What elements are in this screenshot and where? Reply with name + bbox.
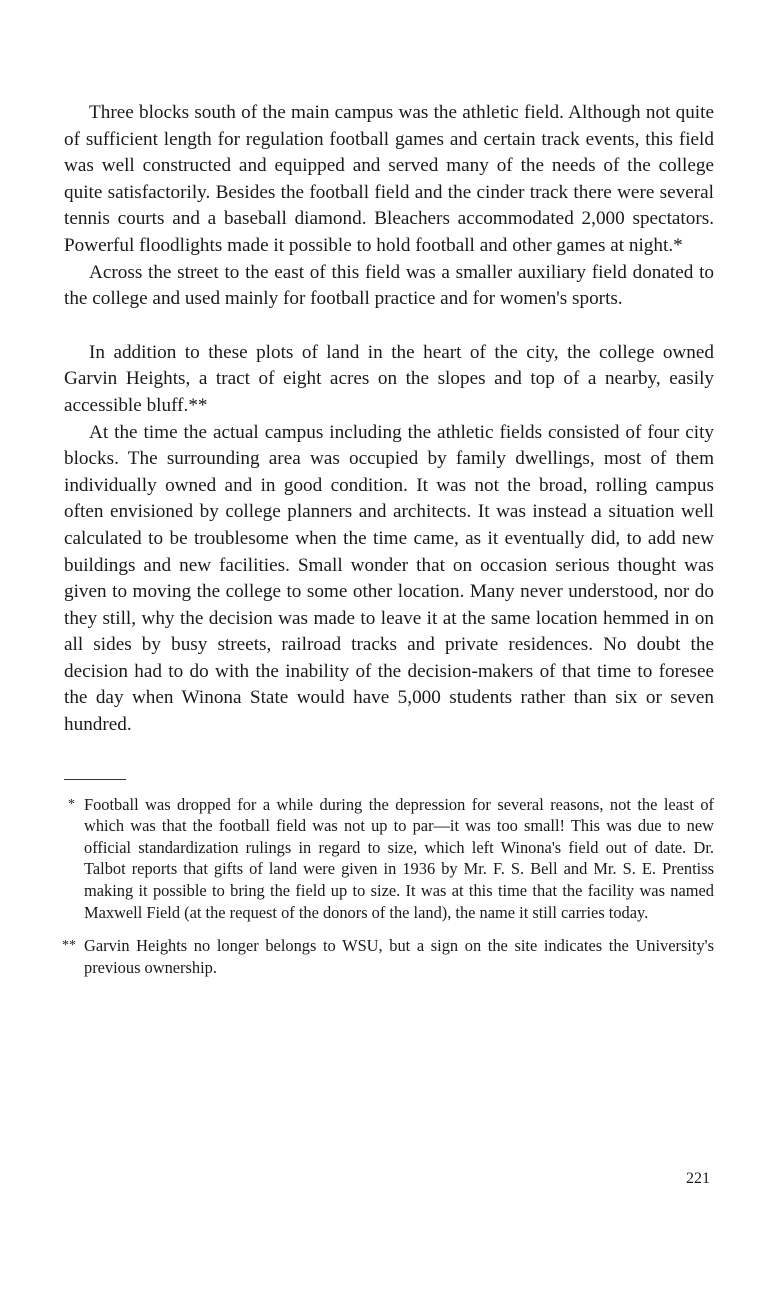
paragraph-athletic-field: Three blocks south of the main campus was the athletic field. Although not quite of sufficient length for regulation football games and certain track events, this field was well constructed and equipped and served many of the needs of the college quite satisfactorily. Besides the football field and the cinder track there were several tennis courts and a baseball diamond. Bleachers accommodated 2,000 spectators. Powerful floodlights made it possible to hold football and other games at night.* [64, 102, 714, 256]
page-body [64, 100, 714, 978]
footnote-text: Garvin Heights no longer belongs to WSU, but a sign on the site indicates the University's previous ownership. [84, 936, 714, 977]
paragraph-campus-blocks: At the time the actual campus including the athletic fields consisted of four city blocks. The surrounding area was occupied by family dwellings, most of them individually owned and in good condition. It was not the broad, rolling campus often envisioned by college planners and architects. It was instead a situation well calculated to be troublesome when the time came, as it eventually did, to add new buildings and new facilities. Small wonder that on occasion serious thought was given to moving the college to some other location. Many never understood, nor do they still, why the decision was made to leave it at the same location hemmed in on all sides by busy streets, railroad tracks and private residences. No doubt the decision had to do with the inability of the decision-makers of that time to foresee the day when Winona State would have 5,000 students rather than six or seven hundred. [64, 421, 714, 736]
footnote-divider [64, 779, 126, 780]
section-gap [64, 313, 714, 340]
footnote-marker: ** [62, 938, 76, 954]
paragraph-auxiliary-field: Across the street to the east of this field was a smaller auxiliary field donated to the college and used mainly for football practice and for women's sports. [64, 261, 714, 310]
paragraph-garvin-heights: In addition to these plots of land in the heart of the city, the college owned Garvin Heights, a tract of eight acres on the slopes and top of a nearby, easily accessible bluff.** [64, 341, 714, 416]
footnote-text: Football was dropped for a while during the depression for several reasons, not the least of which was that the football field was not up to par—it was too small! This was due to new official standardization rulings in regard to size, which left Winona's field out of date. Dr. Talbot reports that gifts of land were given in 1936 by Mr. F. S. Bell and Mr. S. E. Prentiss making it possible to bring the field up to size. It was at this time that the facility was named Maxwell Field (at the request of the donors of the land), the name it still carries today. [84, 794, 714, 922]
page-number: 221 [686, 1170, 710, 1187]
footnote-football [64, 794, 714, 924]
footnote-garvin-heights [64, 935, 714, 978]
footnote-marker: * [68, 796, 75, 812]
